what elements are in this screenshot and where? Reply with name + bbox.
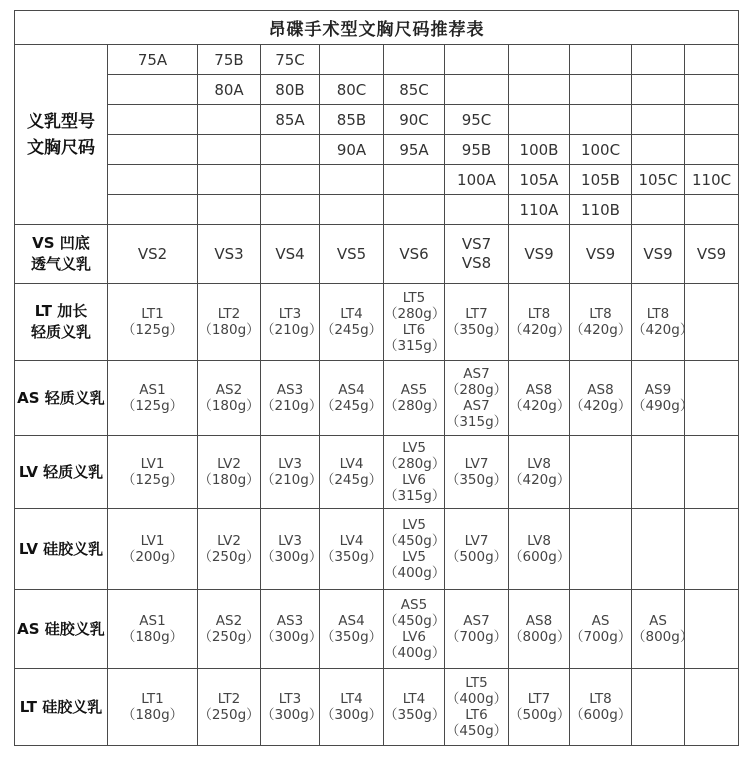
size-cell xyxy=(384,165,445,195)
size-cell: 110B xyxy=(570,195,632,225)
product-row-label xyxy=(15,284,108,361)
product-label-line: VS 凹底 xyxy=(32,234,90,252)
product-row-label xyxy=(15,361,108,436)
product-cell-line: LT8 xyxy=(589,691,612,707)
product-cell-line: LT7 xyxy=(527,691,551,707)
product-cell-line: VS3 xyxy=(214,244,244,263)
size-cell xyxy=(198,165,261,195)
product-cell-line: （315g） xyxy=(445,414,508,430)
product-cell-line: LT6 xyxy=(465,707,488,723)
product-cell xyxy=(198,509,261,590)
product-label-line: AS 硅胶义乳 xyxy=(17,619,105,638)
product-cell xyxy=(384,590,445,669)
product-cell xyxy=(632,590,694,669)
product-cell-line: LT4 xyxy=(340,306,363,322)
product-cell-line: （300g） xyxy=(320,707,383,723)
product-cell-line: AS7 xyxy=(463,398,490,414)
product-cell-line: AS2 xyxy=(215,613,243,629)
product-cell xyxy=(320,590,384,669)
product-cell xyxy=(632,284,694,361)
size-cell xyxy=(384,195,445,225)
size-cell xyxy=(108,105,198,135)
size-row-label-line: 文胸尺码 xyxy=(27,137,95,158)
product-cell-line: （200g） xyxy=(121,549,184,565)
product-cell-line: LT6 xyxy=(402,322,426,338)
product-cell-line: LT3 xyxy=(278,306,302,322)
size-row xyxy=(15,75,739,105)
product-cell-line: （500g） xyxy=(445,549,508,565)
product-row xyxy=(15,436,739,509)
size-cell xyxy=(320,195,384,225)
product-cell xyxy=(261,436,323,509)
product-cell-line: （300g） xyxy=(261,549,323,565)
size-cell xyxy=(509,75,570,105)
product-cell-line: （280g） xyxy=(384,398,446,414)
size-cell: 100C xyxy=(570,135,632,165)
product-row-label xyxy=(15,509,108,590)
size-cell xyxy=(632,135,685,165)
size-cell xyxy=(685,195,739,225)
product-cell-line: LT4 xyxy=(402,691,426,707)
product-cell xyxy=(261,361,323,436)
size-cell: 85A xyxy=(261,105,320,135)
product-cell xyxy=(570,509,632,590)
product-cell xyxy=(320,669,384,746)
product-label-line: LV 轻质义乳 xyxy=(18,462,104,481)
size-cell xyxy=(108,165,198,195)
product-cell xyxy=(320,225,384,284)
product-cell xyxy=(384,436,445,509)
product-cell-line: AS8 xyxy=(587,382,614,398)
product-cell xyxy=(108,225,198,284)
size-cell: 95B xyxy=(445,135,509,165)
product-cell-line: AS1 xyxy=(139,613,166,629)
product-row-label xyxy=(15,225,108,284)
product-cell-line: （420g） xyxy=(632,322,694,338)
product-cell-line: （350g） xyxy=(445,472,508,488)
product-cell-line: （210g） xyxy=(261,398,323,414)
product-label-line: AS 轻质义乳 xyxy=(17,388,105,407)
product-cell xyxy=(570,225,632,284)
page-title: 昂碟手术型文胸尺码推荐表 xyxy=(15,11,739,45)
product-cell xyxy=(384,509,445,590)
product-cell-line: AS4 xyxy=(338,382,365,398)
size-cell xyxy=(685,45,739,75)
product-cell xyxy=(198,361,261,436)
product-row-label xyxy=(15,669,108,746)
product-cell-line: LV5 xyxy=(402,517,426,533)
product-cell xyxy=(632,509,685,590)
product-cell-line: （420g） xyxy=(509,398,571,414)
product-cell-line: VS9 xyxy=(585,244,616,263)
product-cell xyxy=(261,669,323,746)
product-cell-line: LV7 xyxy=(464,533,489,549)
product-cell-line: （300g） xyxy=(261,629,323,645)
size-cell xyxy=(685,105,739,135)
product-cell xyxy=(685,509,739,590)
product-cell-line: （350g） xyxy=(320,549,383,565)
size-cell xyxy=(632,195,685,225)
size-row xyxy=(15,105,739,135)
product-cell-line: LV7 xyxy=(464,456,489,472)
size-cell xyxy=(570,75,632,105)
product-cell xyxy=(685,436,739,509)
product-cell-line: （280g） xyxy=(384,306,446,322)
size-cell: 80B xyxy=(261,75,320,105)
product-cell xyxy=(384,225,445,284)
size-cell xyxy=(261,165,320,195)
product-cell-line: AS5 xyxy=(400,382,428,398)
product-cell-line: LT5 xyxy=(465,675,488,691)
size-cell: 105A xyxy=(509,165,570,195)
product-cell-line: （490g） xyxy=(632,398,694,414)
product-cell-line: （500g） xyxy=(509,707,571,723)
product-cell-line: AS1 xyxy=(139,382,166,398)
product-cell xyxy=(198,590,261,669)
product-cell-line: LV6 xyxy=(402,629,426,645)
size-cell: 100B xyxy=(509,135,570,165)
product-cell xyxy=(570,590,632,669)
product-cell-line: VS9 xyxy=(524,244,554,263)
size-cell xyxy=(445,45,509,75)
product-cell-line: （350g） xyxy=(384,707,446,723)
product-cell xyxy=(108,436,198,509)
product-cell-line: （350g） xyxy=(320,629,383,645)
product-cell-line: （450g） xyxy=(445,723,508,739)
product-cell-line: LT4 xyxy=(340,691,363,707)
product-cell-line: （125g） xyxy=(121,398,184,414)
product-cell-line: （125g） xyxy=(121,472,184,488)
product-cell-line: （250g） xyxy=(198,549,260,565)
product-cell-line: （450g） xyxy=(384,613,446,629)
product-label-line: LT 加长 xyxy=(34,302,88,320)
size-cell: 105C xyxy=(632,165,685,195)
product-cell xyxy=(198,284,261,361)
product-cell-line: （180g） xyxy=(198,398,260,414)
size-cell xyxy=(261,195,320,225)
product-cell-line: （210g） xyxy=(261,322,323,338)
product-cell-line: AS7 xyxy=(463,613,490,629)
size-cell xyxy=(108,135,198,165)
product-cell-line: （125g） xyxy=(121,322,184,338)
size-cell xyxy=(570,45,632,75)
product-cell xyxy=(108,361,198,436)
product-cell xyxy=(198,225,261,284)
product-row xyxy=(15,225,739,284)
product-cell xyxy=(261,509,323,590)
size-row xyxy=(15,195,739,225)
product-cell-line: （700g） xyxy=(570,629,632,645)
product-cell xyxy=(108,284,198,361)
product-row xyxy=(15,669,739,746)
size-cell: 90C xyxy=(384,105,445,135)
size-cell: 75C xyxy=(261,45,320,75)
size-cell: 105B xyxy=(570,165,632,195)
product-cell-line: LT5 xyxy=(402,290,426,306)
product-cell xyxy=(685,225,739,284)
size-row xyxy=(15,45,739,75)
product-cell-line: （420g） xyxy=(570,322,632,338)
size-cell: 90A xyxy=(320,135,384,165)
product-cell-line: LV1 xyxy=(140,533,165,549)
product-cell xyxy=(632,225,685,284)
product-cell xyxy=(445,225,509,284)
product-cell-line: （180g） xyxy=(121,629,184,645)
product-cell-line: LV2 xyxy=(217,533,241,549)
product-cell-line: AS xyxy=(649,613,667,629)
product-cell-line: LV4 xyxy=(339,533,364,549)
product-cell-line: （180g） xyxy=(198,472,260,488)
product-cell-line: （800g） xyxy=(632,629,694,645)
product-cell xyxy=(261,225,320,284)
product-cell-line: LT8 xyxy=(646,306,670,322)
product-cell-line: （250g） xyxy=(198,629,260,645)
product-cell xyxy=(509,225,570,284)
size-cell xyxy=(445,75,509,105)
product-cell-line: AS7 xyxy=(463,366,490,382)
product-cell xyxy=(445,436,509,509)
product-cell-line: LV6 xyxy=(402,472,426,488)
size-cell xyxy=(632,105,685,135)
product-cell-line: （245g） xyxy=(320,472,383,488)
size-cell xyxy=(261,135,320,165)
product-cell-line: （450g） xyxy=(384,533,446,549)
product-cell-line: AS5 xyxy=(400,597,428,613)
product-cell-line: VS9 xyxy=(643,244,673,263)
product-cell xyxy=(384,284,445,361)
size-cell xyxy=(445,195,509,225)
product-cell-line: AS3 xyxy=(276,613,304,629)
size-cell xyxy=(509,45,570,75)
product-cell-line: AS4 xyxy=(338,613,365,629)
product-cell-line: LV3 xyxy=(278,456,302,472)
product-cell-line: LV5 xyxy=(402,549,426,565)
product-cell xyxy=(198,669,261,746)
size-cell: 75A xyxy=(108,45,198,75)
size-cell xyxy=(320,165,384,195)
product-cell-line: LT2 xyxy=(217,306,241,322)
product-label-line: LT 硅胶义乳 xyxy=(19,697,103,716)
size-cell xyxy=(632,45,685,75)
product-cell-line: AS2 xyxy=(215,382,243,398)
size-row xyxy=(15,165,739,195)
size-cell: 85C xyxy=(384,75,445,105)
size-cell: 85B xyxy=(320,105,384,135)
product-cell-line: （400g） xyxy=(445,691,508,707)
product-cell-line: VS4 xyxy=(275,244,305,263)
product-cell xyxy=(632,436,685,509)
size-cell: 100A xyxy=(445,165,509,195)
product-cell-line: LT2 xyxy=(217,691,241,707)
product-cell-line: LT1 xyxy=(141,691,164,707)
product-cell-line: （210g） xyxy=(261,472,323,488)
product-cell-line: VS9 xyxy=(696,244,727,263)
size-cell: 80C xyxy=(320,75,384,105)
product-cell-line: （420g） xyxy=(570,398,632,414)
size-chart-table xyxy=(14,10,739,746)
size-cell xyxy=(108,195,198,225)
product-cell-line: VS8 xyxy=(461,254,492,272)
product-cell-line: LV8 xyxy=(527,533,551,549)
product-cell-line: （315g） xyxy=(384,338,446,354)
product-cell-line: VS6 xyxy=(399,244,429,263)
product-label-line: LV 硅胶义乳 xyxy=(18,539,104,558)
size-cell: 80A xyxy=(198,75,261,105)
product-cell xyxy=(570,284,632,361)
product-cell xyxy=(445,361,509,436)
product-cell xyxy=(632,669,685,746)
product-cell-line: LT7 xyxy=(465,306,488,322)
product-cell-line: （800g） xyxy=(509,629,571,645)
product-cell xyxy=(509,509,570,590)
size-row xyxy=(15,135,739,165)
product-row-label xyxy=(15,590,108,669)
product-cell xyxy=(445,590,509,669)
product-cell xyxy=(320,436,384,509)
product-row-label xyxy=(15,436,108,509)
product-cell xyxy=(570,436,632,509)
size-row-label xyxy=(15,45,108,225)
size-cell: 110C xyxy=(685,165,739,195)
product-cell xyxy=(509,284,570,361)
product-cell xyxy=(509,361,570,436)
size-cell xyxy=(384,45,445,75)
product-label-line: 透气义乳 xyxy=(30,255,91,273)
product-cell xyxy=(108,590,198,669)
product-cell-line: LV5 xyxy=(402,440,426,456)
size-cell xyxy=(198,135,261,165)
product-cell-line: AS3 xyxy=(276,382,304,398)
size-cell xyxy=(685,135,739,165)
product-cell-line: （420g） xyxy=(509,472,571,488)
size-cell xyxy=(509,105,570,135)
product-cell-line: （300g） xyxy=(261,707,323,723)
size-cell: 75B xyxy=(198,45,261,75)
product-cell xyxy=(320,361,384,436)
product-cell-line: （700g） xyxy=(445,629,508,645)
product-cell xyxy=(384,361,445,436)
product-cell-line: LV2 xyxy=(217,456,241,472)
product-cell-line: （180g） xyxy=(198,322,260,338)
product-cell-line: LT8 xyxy=(589,306,612,322)
product-cell-line: （350g） xyxy=(445,322,508,338)
product-cell-line: （250g） xyxy=(198,707,260,723)
product-cell-line: LV3 xyxy=(278,533,302,549)
product-cell-line: （400g） xyxy=(384,645,446,661)
size-cell xyxy=(198,195,261,225)
product-cell xyxy=(108,669,198,746)
size-cell: 95C xyxy=(445,105,509,135)
product-cell xyxy=(570,361,632,436)
size-row-label-line: 义乳型号 xyxy=(27,111,95,132)
product-cell-line: AS8 xyxy=(525,613,553,629)
product-cell xyxy=(445,669,509,746)
product-cell xyxy=(320,509,384,590)
product-cell-line: LV4 xyxy=(339,456,364,472)
size-cell: 110A xyxy=(509,195,570,225)
product-cell-line: VS5 xyxy=(336,244,367,263)
product-row xyxy=(15,284,739,361)
product-cell-line: （400g） xyxy=(384,565,446,581)
product-cell-line: （280g） xyxy=(384,456,446,472)
size-cell xyxy=(108,75,198,105)
size-cell xyxy=(198,105,261,135)
product-cell-line: LT1 xyxy=(141,306,164,322)
product-cell-line: VS2 xyxy=(137,244,168,263)
product-cell-line: LT3 xyxy=(278,691,302,707)
product-cell-line: LV1 xyxy=(140,456,165,472)
product-cell-line: AS8 xyxy=(525,382,553,398)
product-label-line: 轻质义乳 xyxy=(30,323,91,341)
product-cell-line: （600g） xyxy=(509,549,571,565)
product-cell xyxy=(445,284,509,361)
size-cell: 95A xyxy=(384,135,445,165)
product-cell xyxy=(509,669,570,746)
product-cell-line: LV8 xyxy=(527,456,551,472)
product-cell xyxy=(445,509,509,590)
product-cell-line: LT8 xyxy=(527,306,551,322)
product-cell-line: （315g） xyxy=(384,488,446,504)
product-cell xyxy=(261,284,323,361)
product-cell-line: AS xyxy=(591,613,610,629)
product-cell xyxy=(384,669,445,746)
product-cell-line: （280g） xyxy=(445,382,508,398)
product-cell-line: （600g） xyxy=(570,707,632,723)
product-cell-line: （245g） xyxy=(320,398,383,414)
product-cell xyxy=(685,669,739,746)
product-cell-line: （420g） xyxy=(509,322,571,338)
product-cell xyxy=(570,669,632,746)
size-cell xyxy=(632,75,685,105)
product-row xyxy=(15,361,739,436)
size-cell xyxy=(570,105,632,135)
product-cell-line: AS9 xyxy=(644,382,672,398)
product-cell xyxy=(108,509,198,590)
size-cell xyxy=(685,75,739,105)
product-cell xyxy=(320,284,384,361)
product-cell xyxy=(632,361,694,436)
product-cell-line: （180g） xyxy=(121,707,184,723)
product-row xyxy=(15,590,739,669)
product-cell xyxy=(198,436,261,509)
product-cell xyxy=(509,436,570,509)
product-cell xyxy=(509,590,570,669)
size-cell xyxy=(320,45,384,75)
product-cell xyxy=(261,590,323,669)
product-cell-line: VS7 xyxy=(461,235,492,253)
product-cell-line: （245g） xyxy=(320,322,383,338)
product-row xyxy=(15,509,739,590)
